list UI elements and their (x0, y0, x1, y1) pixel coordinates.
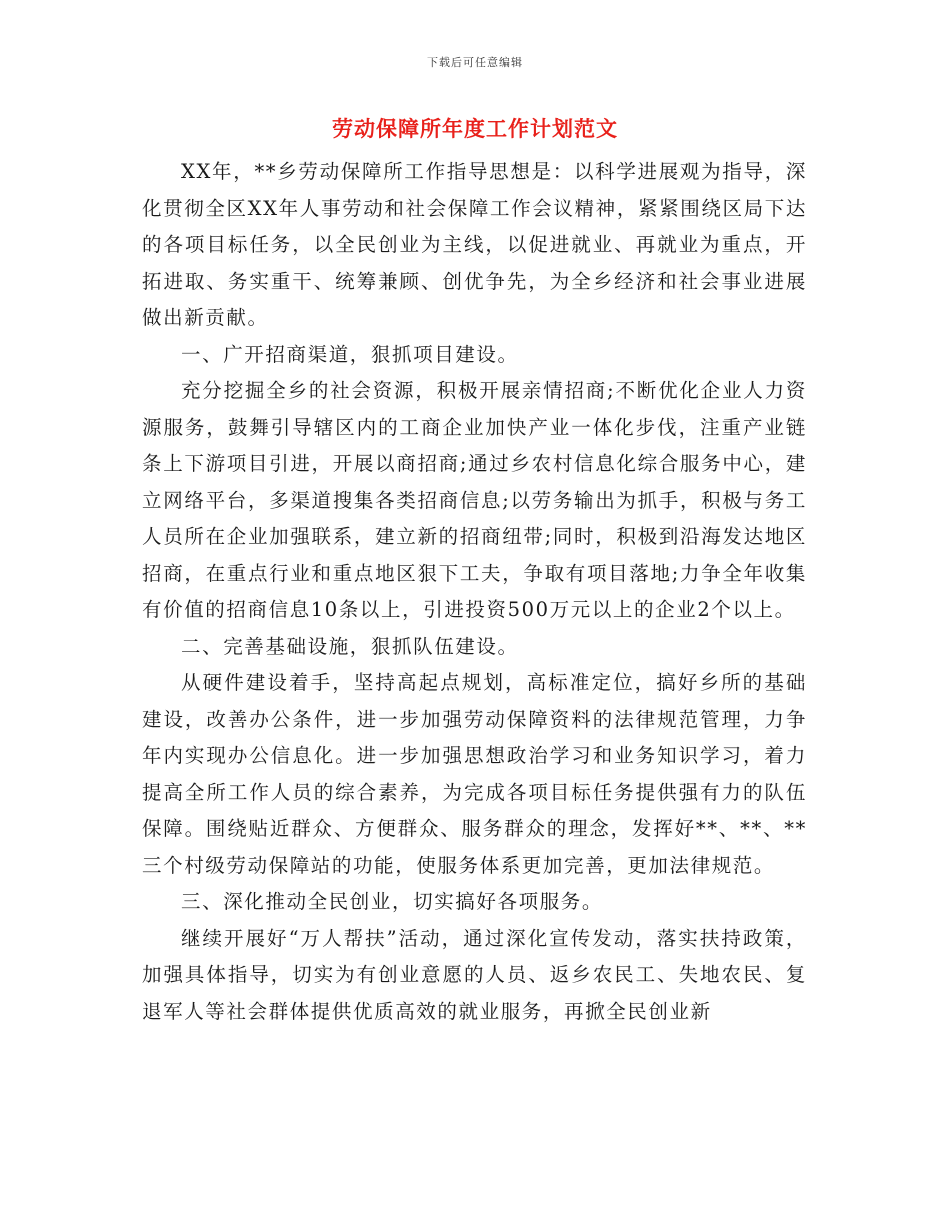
paragraph-section-2: 从硬件建设着手，坚持高起点规划，高标准定位，搞好乡所的基础建设，改善办公条件，进一步加强劳动保障资料的法律规范管理，力争年内实现办公信息化。进一步加强思想政治学习和业务知识学习，着力提高全所工作人员的综合素养，为完成各项目标任务提供强有力的队伍保障。围绕贴近群众、方便群众、服务群众的理念，发挥好**、**、**三个村级劳动保障站的功能，使服务体系更加完善，更加法律规范。 (142, 671, 807, 877)
paragraph-section-1: 充分挖掘全乡的社会资源，积极开展亲情招商;不断优化企业人力资源服务，鼓舞引导辖区内的工商企业加快产业一体化步伐，注重产业链条上下游项目引进，开展以商招商;通过乡农村信息化综合服务中心，建立网络平台，多渠道搜集各类招商信息;以劳务输出为抓手，积极与务工人员所在企业加强联系，建立新的招商纽带;同时，积极到沿海发达地区招商，在重点行业和重点地区狠下工夫，争取有项目落地;力争全年收集有价值的招商信息10条以上，引进投资500万元以上的企业2个以上。 (142, 379, 807, 621)
header-note: 下载后可任意编辑 (427, 56, 523, 69)
section-heading-1: 一、广开招商渠道，狠抓项目建设。 (181, 342, 519, 366)
section-heading-2: 二、完善基础设施，狠抓队伍建设。 (181, 634, 519, 658)
paragraph-section-3: 继续开展好“万人帮扶”活动，通过深化宣传发动，落实扶持政策，加强具体指导，切实为有创业意愿的人员、返乡农民工、失地农民、复退军人等社会群体提供优质高效的就业服务，再掀全民创业新 (142, 926, 807, 1023)
document-title: 劳动保障所年度工作计划范文 (332, 116, 618, 141)
section-heading-3: 三、深化推动全民创业，切实搞好各项服务。 (181, 890, 604, 913)
paragraph-intro: XX年，**乡劳动保障所工作指导思想是：以科学进展观为指导，深化贯彻全区XX年人事劳动和社会保障工作会议精神，紧紧围绕区局下达的各项目标任务，以全民创业为主线，以促进就业、再就业为重点，开拓进取、务实重干、统筹兼顾、创优争先，为全乡经济和社会事业进展做出新贡献。 (142, 160, 807, 329)
document-body (142, 154, 807, 1030)
